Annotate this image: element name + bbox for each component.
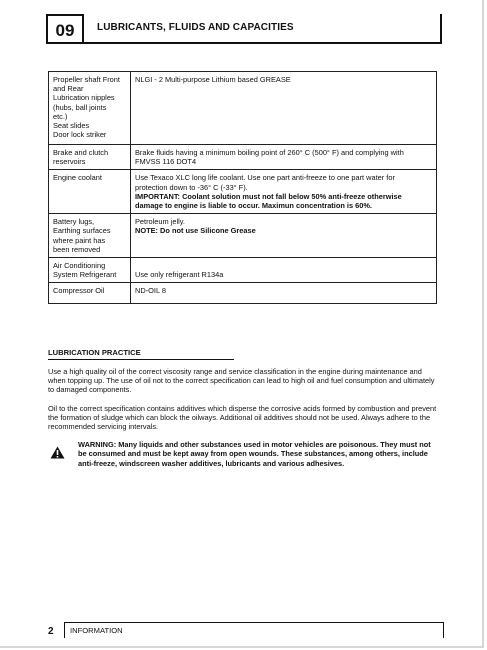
spec-cell [131, 72, 437, 145]
item-line: etc.) [53, 111, 68, 121]
item-line: Seat slides [53, 121, 90, 131]
header-rule-end [440, 14, 442, 44]
item-line: Lubrication nipples [53, 93, 115, 103]
table-row [49, 170, 437, 214]
spec-cell [131, 170, 437, 214]
section-title: LUBRICATION PRACTICE [48, 348, 141, 357]
important-note: IMPORTANT: Coolant solution must not fall below 50% anti-freeze otherwise [135, 191, 402, 201]
item-line: Engine coolant [53, 173, 102, 183]
paragraph: Use a high quality oil of the correct viscosity range and service classification in the engine during maintenance and when topping up. The use of oil not to the correct specification can lead to high oil and fuel consumption and ultimately to damaged components. [48, 367, 435, 395]
item-cell [49, 170, 131, 214]
item-line: Earthing surfaces [53, 226, 111, 236]
item-cell [49, 214, 131, 258]
header-rule [84, 42, 442, 44]
item-cell [49, 145, 131, 170]
item-line: Battery lugs, [53, 217, 95, 227]
spec-line: Use Texaco XLC long life coolant. Use one part anti-freeze to one part water for [135, 173, 395, 183]
spec-line: FMVSS 116 DOT4 [135, 157, 197, 167]
note: NOTE: Do not use Silicone Grease [135, 226, 256, 236]
important-note: damage to engine is liable to occur. Maximun concentration is 60%. [135, 201, 372, 211]
warning-triangle-icon [50, 446, 65, 459]
item-line: (hubs, ball joints [53, 102, 107, 112]
page-number: 2 [48, 626, 54, 637]
spec-cell [131, 283, 437, 304]
item-cell [49, 283, 131, 304]
item-line: been removed [53, 244, 101, 254]
table-row [49, 145, 437, 170]
table-row [49, 72, 437, 145]
item-line: Brake and clutch [53, 148, 109, 157]
spec-cell [131, 258, 437, 283]
item-line: System Refrigerant [53, 270, 117, 280]
page-title: LUBRICANTS, FLUIDS AND CAPACITIES [97, 22, 294, 33]
chapter-number: 09 [46, 14, 84, 44]
spec-line: Use only refrigerant R134a [135, 270, 224, 280]
spec-cell [131, 214, 437, 258]
spec-line: NLGI - 2 Multi-purpose Lithium based GREASE [135, 75, 291, 84]
table-row [49, 214, 437, 258]
paragraph: Oil to the correct specification contains additives which disperse the corrosive acids formed by combustion and prevent the formation of sludge which can block the oilways. Additional oil additives should not be used. Always adhere to the recommended servicing intervals. [48, 404, 437, 432]
lubricants-table [48, 71, 437, 304]
section-rule [48, 359, 234, 360]
spec-line: ND-OIL 8 [135, 286, 166, 296]
table-row [49, 283, 437, 304]
spec-cell [131, 145, 437, 170]
spec-line: Petroleum jelly. [135, 217, 185, 227]
item-cell [49, 258, 131, 283]
footer-label: INFORMATION [70, 626, 123, 635]
item-line: Door lock striker [53, 130, 107, 140]
table-row [49, 258, 437, 283]
item-line: Compressor Oil [53, 286, 105, 296]
item-line: and Rear [53, 84, 84, 94]
item-line: where paint has [53, 235, 106, 245]
spec-line: protection down to -36° C (-33° F). [135, 182, 248, 192]
spec-line: Brake fluids having a minimum boiling point of 260° C (500° F) and complying with [135, 148, 404, 157]
item-line: Propeller shaft Front [53, 75, 120, 84]
item-line: Air Conditioning [53, 261, 106, 271]
item-cell [49, 72, 131, 145]
warning-text: WARNING: Many liquids and other substances used in motor vehicles are poisonous. They must not be consumed and must be kept away from open wounds. These substances, among others, include anti-freeze, windscreen washer additives, lubricants and various adhesives. [78, 440, 431, 468]
item-line: reservoirs [53, 157, 86, 167]
